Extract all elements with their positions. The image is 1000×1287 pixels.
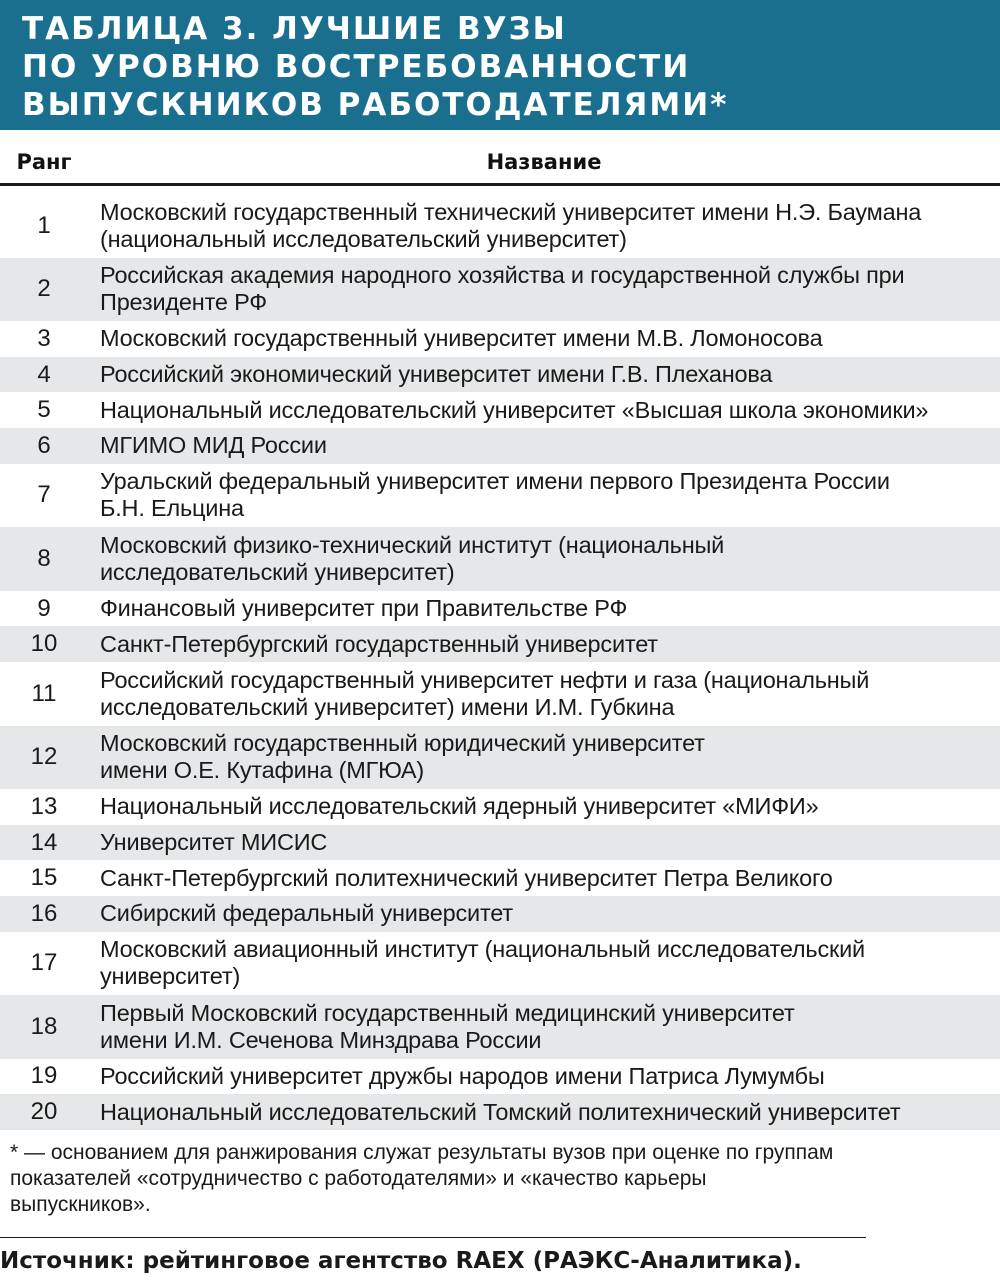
rank-cell: 4	[37, 360, 51, 388]
table-title-line: ПО УРОВНЮ ВОСТРЕБОВАННОСТИ	[22, 49, 691, 85]
university-name-cell	[100, 825, 998, 861]
university-name-line: Российский государственный университет нефти и газа (национальный	[100, 666, 870, 693]
university-name-cell	[100, 1094, 998, 1130]
university-name-cell	[100, 1059, 998, 1095]
source-divider	[0, 1237, 866, 1238]
university-name-line: Б.Н. Ельцина	[100, 495, 244, 522]
rank-cell: 1	[37, 211, 51, 239]
rank-cell: 9	[37, 594, 51, 622]
rank-cell: 8	[37, 544, 51, 572]
rank-cell: 13	[30, 792, 58, 820]
footnote-line: * — основанием для ранжирования служат результаты вузов при оценке по группам	[10, 1141, 834, 1164]
university-name-line: Московский авиационный институт (национальный исследовательский	[100, 936, 865, 963]
university-name-line: Финансовый университет при Правительстве РФ	[100, 595, 628, 622]
university-name-cell	[100, 860, 998, 896]
table-row	[0, 194, 1000, 258]
table-row	[0, 321, 1000, 357]
university-name-cell	[100, 726, 998, 790]
university-name-line: исследовательский университет)	[100, 558, 455, 585]
table-row	[0, 464, 1000, 528]
rank-cell: 18	[30, 1012, 58, 1040]
university-name-cell	[100, 995, 998, 1059]
rank-cell: 7	[37, 481, 51, 509]
university-name-line: Президенте РФ	[100, 289, 267, 316]
column-header-name: Название	[486, 150, 602, 174]
table-row	[0, 932, 1000, 996]
rank-cell: 11	[31, 679, 57, 707]
university-name-line: Московский государственный университет имени М.В. Ломоносова	[100, 325, 823, 352]
rank-cell: 17	[30, 949, 58, 977]
university-name-cell	[100, 194, 998, 258]
rank-cell: 6	[37, 431, 51, 459]
university-name-line: Национальный исследовательский Томский политехнический университет	[100, 1098, 901, 1125]
table-column-headers	[0, 138, 1000, 186]
university-name-cell	[100, 392, 998, 428]
table-row	[0, 995, 1000, 1059]
university-name-line: Национальный исследовательский университет «Высшая школа экономики»	[100, 396, 929, 423]
rank-cell: 2	[37, 275, 51, 303]
rank-cell: 10	[30, 630, 58, 658]
rank-cell: 20	[30, 1098, 58, 1126]
university-name-line: Университет МИСИС	[100, 829, 328, 856]
footnote-line: показателей «сотрудничество с работодателями» и «качество карьеры	[10, 1167, 707, 1190]
university-name-line: Российский университет дружбы народов имени Патриса Лумумбы	[100, 1062, 825, 1089]
university-name-line: университет)	[100, 963, 241, 990]
table-row	[0, 825, 1000, 861]
university-name-line: Московский государственный юридический университет	[100, 730, 705, 757]
table-row	[0, 357, 1000, 393]
table-row	[0, 896, 1000, 932]
university-name-line: Российская академия народного хозяйства и государственной службы при	[100, 262, 905, 289]
university-name-line: (национальный исследовательский университет)	[100, 225, 627, 252]
university-name-line: имени О.Е. Кутафина (МГЮА)	[100, 757, 424, 784]
university-name-cell	[100, 932, 998, 996]
rank-cell: 15	[30, 864, 58, 892]
university-name-cell	[100, 662, 998, 726]
table-row	[0, 789, 1000, 825]
table-row	[0, 726, 1000, 790]
source-line: Источник: рейтинговое агентство RAEX (РАЭКС-Аналитика).	[0, 1248, 802, 1274]
rank-cell: 14	[30, 828, 58, 856]
university-name-line: Санкт-Петербургский государственный университет	[100, 630, 658, 657]
university-name-cell	[100, 321, 998, 357]
university-name-line: Российский экономический университет имени Г.В. Плеханова	[100, 361, 773, 388]
rank-cell: 19	[30, 1062, 58, 1090]
university-name-line: Санкт-Петербургский политехнический университет Петра Великого	[100, 864, 833, 891]
university-name-line: Первый Московский государственный медицинский университет	[100, 999, 795, 1026]
university-name-cell	[100, 789, 998, 825]
table-row	[0, 527, 1000, 591]
university-name-line: Сибирский федеральный университет	[100, 900, 513, 927]
university-name-line: Национальный исследовательский ядерный университет «МИФИ»	[100, 793, 819, 820]
column-header-rank: Ранг	[16, 150, 72, 174]
university-name-line: исследовательский университет) имени И.М. Губкина	[100, 693, 675, 720]
table-body	[0, 194, 1000, 1130]
table-row	[0, 428, 1000, 464]
table-title-banner	[0, 0, 1000, 130]
university-name-line: Уральский федеральный университет имени первого Президента России	[100, 468, 890, 495]
table-row	[0, 1094, 1000, 1130]
table-row	[0, 662, 1000, 726]
university-name-cell	[100, 527, 998, 591]
university-name-line: Московский государственный технический университет имени Н.Э. Баумана	[100, 198, 922, 225]
table-row	[0, 860, 1000, 896]
university-name-line: МГИМО МИД России	[100, 432, 327, 459]
table-row	[0, 591, 1000, 627]
table-row	[0, 392, 1000, 428]
university-name-line: Московский физико-технический институт (национальный	[100, 531, 725, 558]
table-row	[0, 1059, 1000, 1095]
table-row	[0, 626, 1000, 662]
university-name-cell	[100, 896, 998, 932]
table-row	[0, 258, 1000, 322]
university-name-cell	[100, 428, 998, 464]
rank-cell: 12	[30, 743, 58, 771]
footnote-line: выпускников».	[10, 1193, 151, 1216]
university-name-cell	[100, 357, 998, 393]
university-name-line: имени И.М. Сеченова Минздрава России	[100, 1026, 542, 1053]
table-title-line: ВЫПУСКНИКОВ РАБОТОДАТЕЛЯМИ*	[22, 87, 729, 123]
university-name-cell	[100, 626, 998, 662]
rank-cell: 5	[37, 396, 51, 424]
rank-cell: 3	[37, 324, 51, 352]
footnote	[10, 1140, 995, 1218]
university-name-cell	[100, 591, 998, 627]
rank-cell: 16	[30, 899, 58, 927]
table-title-line: ТАБЛИЦА 3. ЛУЧШИЕ ВУЗЫ	[22, 11, 567, 47]
university-name-cell	[100, 464, 998, 528]
university-name-cell	[100, 258, 998, 322]
